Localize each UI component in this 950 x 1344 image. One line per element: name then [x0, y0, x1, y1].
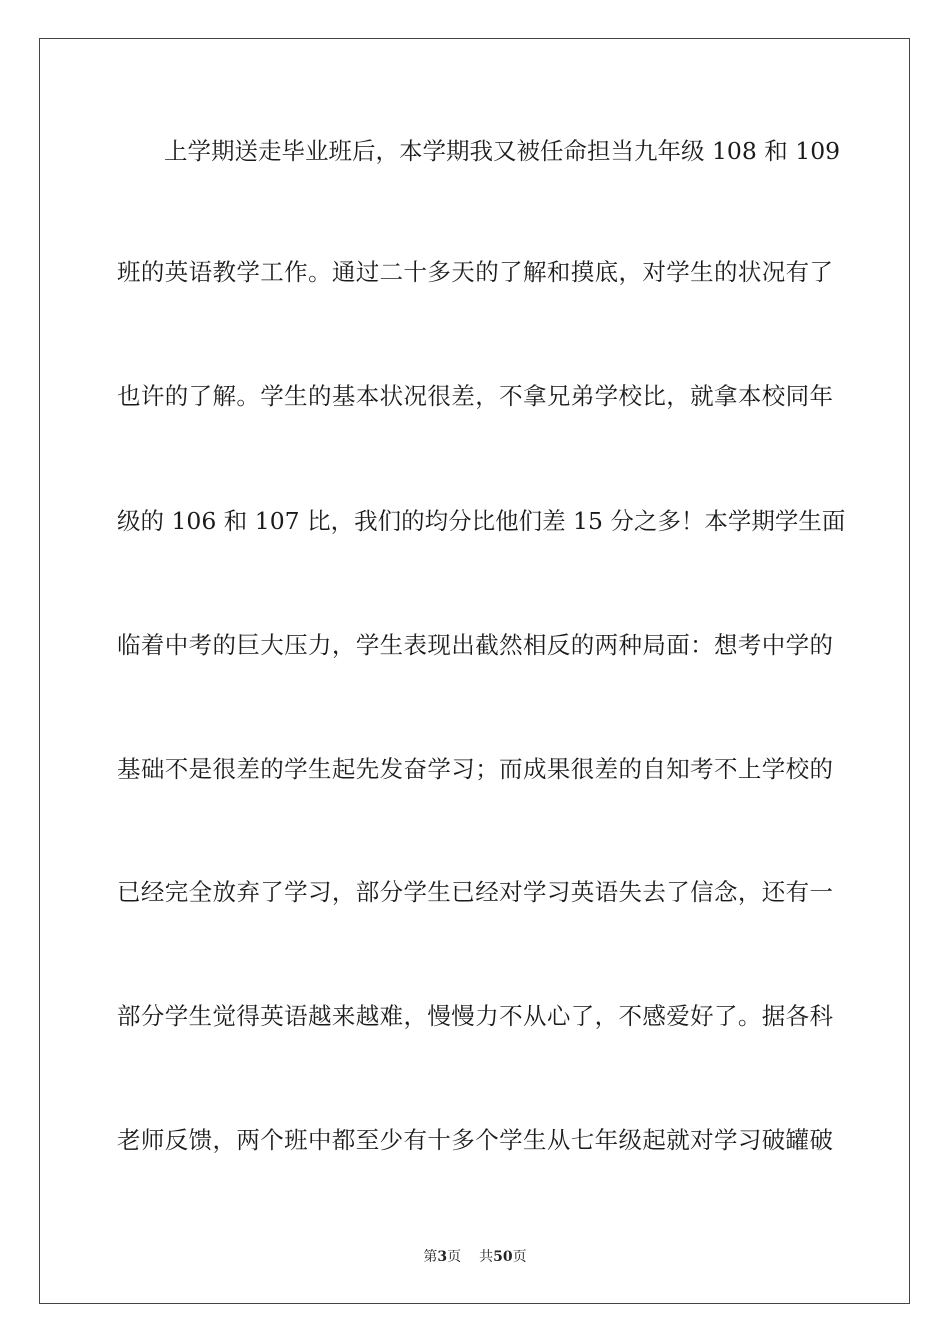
- paragraph-line-6: 基础不是很差的学生起先发奋学习；而成果很差的自知考不上学校的: [117, 755, 833, 783]
- paragraph-line-4: 级的 106 和 107 比，我们的均分比他们差 15 分之多！本学期学生面: [117, 507, 846, 535]
- page-suffix: 页: [447, 1249, 462, 1265]
- total-pages: 50: [493, 1249, 513, 1265]
- page-border: [39, 38, 910, 1304]
- paragraph-line-8: 部分学生觉得英语越来越难，慢慢力不从心了，不感爱好了。据各科: [117, 1002, 833, 1030]
- paragraph-line-5: 临着中考的巨大压力，学生表现出截然相反的两种局面：想考中学的: [117, 631, 833, 659]
- paragraph-line-1: 上学期送走毕业班后，本学期我又被任命担当九年级 108 和 109: [164, 137, 841, 165]
- total-prefix: 共: [479, 1249, 494, 1265]
- page-footer: [0, 1247, 950, 1267]
- paragraph-line-2: 班的英语教学工作。通过二十多天的了解和摸底，对学生的状况有了: [117, 258, 833, 286]
- paragraph-line-7: 已经完全放弃了学习，部分学生已经对学习英语失去了信念，还有一: [117, 878, 833, 906]
- paragraph-line-9: 老师反馈，两个班中都至少有十多个学生从七年级起就对学习破罐破: [117, 1126, 833, 1154]
- page-number: 3: [437, 1249, 448, 1265]
- total-suffix: 页: [512, 1249, 527, 1265]
- paragraph-line-3: 也许的了解。学生的基本状况很差，不拿兄弟学校比，就拿本校同年: [117, 382, 833, 410]
- page-prefix: 第: [423, 1249, 438, 1265]
